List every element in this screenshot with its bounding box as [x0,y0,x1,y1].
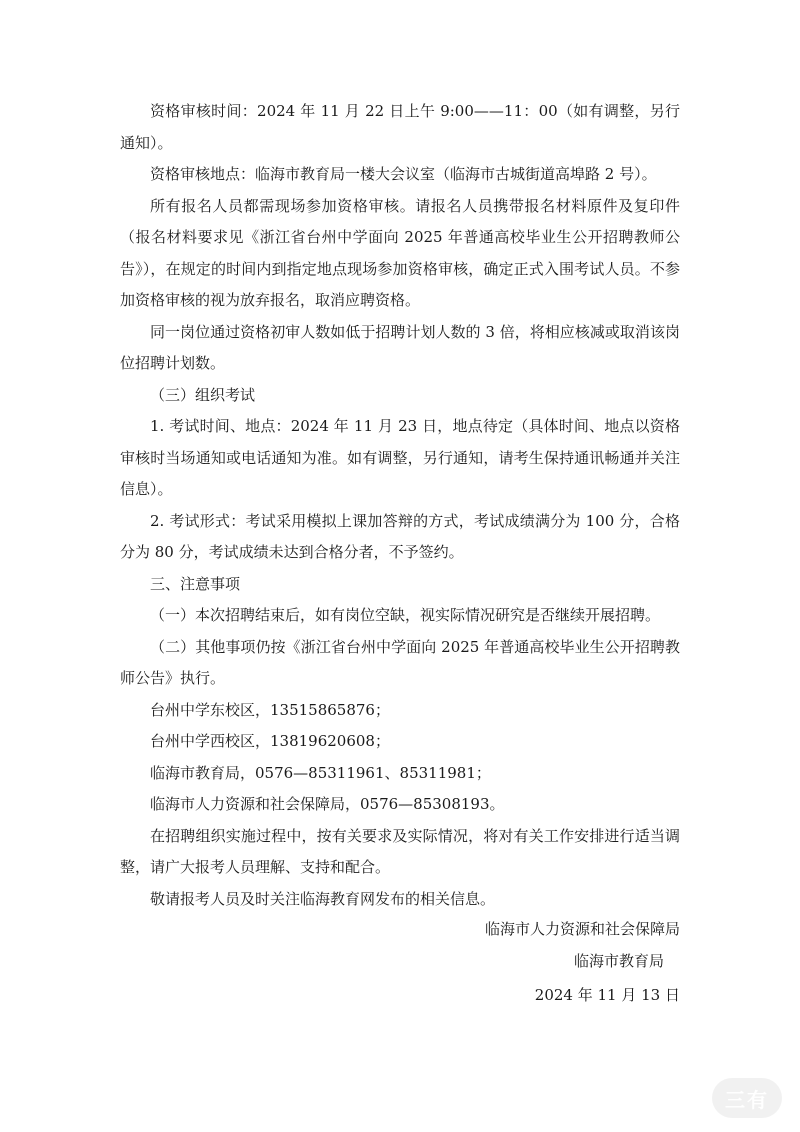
paragraph-review-time: 资格审核时间：2024 年 11 月 22 日上午 9:00——11：00（如有调整，另行通知）。 [120,102,680,152]
paragraph-note-other: （二）其他事项仍按《浙江省台州中学面向 2025 年普通高校毕业生公开招聘教师公告》执行。 [120,637,680,687]
document-body [120,96,680,915]
signature-education-bureau: 临海市教育局 [573,952,664,970]
contact-education-bureau: 临海市教育局，0576—85311961、85311981； [150,763,491,782]
paragraph-note-vacancy: （一）本次招聘结束后，如有岗位空缺，视实际情况研究是否继续开展招聘。 [150,606,661,624]
contact-west-campus: 台州中学西校区，13819620608； [150,732,390,750]
paragraph-review-location: 资格审核地点：临海市教育局一楼大会议室（临海市古城街道高埠路 2 号）。 [150,165,657,183]
paragraph-follow-info: 敬请报考人员及时关注临海教育网发布的相关信息。 [150,889,496,908]
watermark-badge [712,1078,782,1118]
paragraph-exam-time-place: 1. 考试时间、地点：2024 年 11 月 23 日，地点待定（具体时间、地点以资格审核时当场通知或电话通知为准。如有调整，另行通知，请考生保持通讯畅通并关注信息）。 [120,417,680,498]
contact-east-campus: 台州中学东校区，13515865876； [150,700,390,719]
signature-hr-bureau: 临海市人力资源和社会保障局 [484,920,680,938]
paragraph-exam-format: 2. 考试形式：考试采用模拟上课加答辩的方式，考试成绩满分为 100 分，合格分为 80 分，考试成绩未达到合格分者，不予签约。 [120,511,680,561]
paragraph-adjustment-notice: 在招聘组织实施过程中，按有关要求及实际情况，将对有关工作安排进行适当调整，请广大报考人员理解、支持和配合。 [120,826,680,876]
section-heading-notes: 三、注意事项 [150,574,241,593]
watermark-text: 三有 [725,1087,769,1112]
section-heading-exam: （三）组织考试 [150,385,256,404]
paragraph-quota-rule: 同一岗位通过资格初审人数如低于招聘计划人数的 3 倍，将相应核减或取消该岗位招聘计划数。 [120,322,680,372]
signature-date: 2024 年 11 月 13 日 [534,986,680,1004]
paragraph-review-requirements: 所有报名人员都需现场参加资格审核。请报名人员携带报名材料原件及复印件（报名材料要求见《浙江省台州中学面向 2025 年普通高校毕业生公开招聘教师公告》），在规定的时间内到指定地点现场参加资格审核，确定正式入围考试人员。不参加资格审核的视为放弃报名，取消应聘资格。 [120,196,680,309]
contact-hr-bureau: 临海市人力资源和社会保障局，0576—85308193。 [150,795,505,813]
